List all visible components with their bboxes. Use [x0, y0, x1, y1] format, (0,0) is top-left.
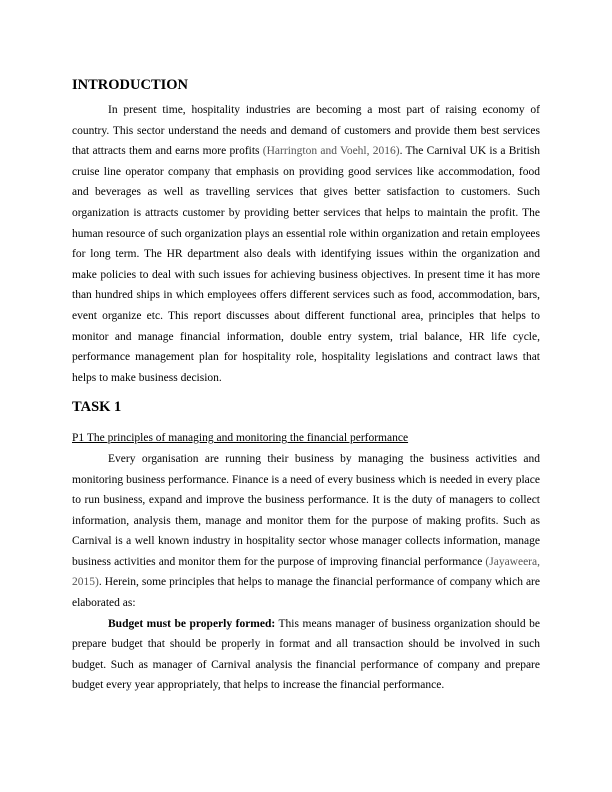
- intro-citation: (Harrington and Voehl, 2016): [262, 145, 400, 158]
- task1-text-part-2: . Herein, some principles that helps to manage the financial performance of company which are elaborated as:: [72, 576, 540, 610]
- task1-paragraph-1: [72, 449, 540, 614]
- task1-subheading: P1 The principles of managing and monitoring the financial performance: [72, 432, 409, 445]
- task1-paragraph-2: [72, 614, 540, 696]
- task1-citation: (Jayaweera, 2015): [72, 555, 540, 589]
- document-page: [72, 75, 540, 696]
- intro-text-part-1: In present time, hospitality industries are becoming a most part of raising economy of country. This sector understand the needs and demand of customers and provide them best services that attracts them and earns more profits: [72, 104, 540, 158]
- intro-text-part-2: . The Carnival UK is a British cruise line operator company that emphasis on providing good services like accommodation, food and beverages as well as travelling services that gives better satisfaction to customers. Such organization is attracts customer by providing better services that helps to maintain the profit. The human resource of such organization plays an essential role within organization and retain employees for long term. The HR department also deals with identifying issues within the organization and make policies to deal with such issues for achieving business objectives. In present time it has more than hundred ships in which employees offers different services such as food, accommodation, bars, event organize etc. This report discusses about different functional area, principles that helps to monitor and manage financial information, double entry system, trial balance, HR life cycle, performance management plan for hospitality role, hospitality legislations and contract laws that helps to make business decision.: [72, 145, 540, 384]
- budget-principle-text: This means manager of business organization should be prepare budget that should be properly in format and all transaction should be involved in such budget. Such as manager of Carnival analysis the financial performance of company and prepare budget every year appropriately, that helps to increase the financial performance.: [72, 617, 540, 692]
- task1-heading: TASK 1: [72, 399, 122, 416]
- introduction-paragraph: [72, 100, 540, 388]
- task1-text-part-1: Every organisation are running their business by managing the business activities and monitoring business performance. Finance is a need of every business which is needed in every place to run business, expand and improve the business performance. It is the duty of managers to collect information, analysis them, manage and monitor them for the purpose of making profits. Such as Carnival is a well known industry in hospitality sector whose manager collects information, manage business activities and monitor them for the purpose of improving financial performance: [72, 452, 540, 568]
- introduction-heading: INTRODUCTION: [72, 77, 189, 93]
- budget-principle-title: Budget must be properly formed:: [108, 617, 276, 630]
